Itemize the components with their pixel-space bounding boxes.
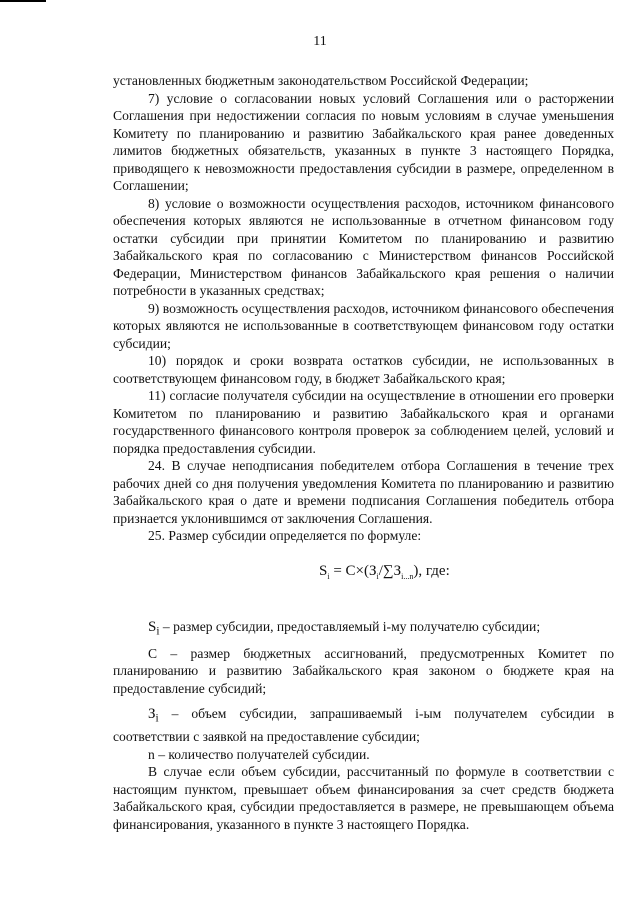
paragraph-clause-24: 24. В случае неподписания победителем отбора Соглашения в течение трех рабочих дней со дня получения уведомления Комитета по планированию и развитию Забайкальского края о дате и времени подписания Соглашения победитель отбора признается уклонившимся от заключения Соглашения.: [113, 458, 614, 526]
page-number: 11: [313, 34, 327, 49]
scan-corner-mark: [0, 0, 46, 2]
paragraph-item-11: 11) согласие получателя субсидии на осуществление в отношении его проверки Комитетом по планированию и развитию Забайкальского края и органами государственного финансового контроля проверок за соблюдением целей, условий и порядка предоставления субсидии.: [113, 388, 614, 456]
paragraph-continuation: установленных бюджетным законодательством Российской Федерации;: [113, 73, 529, 88]
definition-si: $S_i$ – размер субсидии, предоставляемый i-му получателю субсидии;: [148, 618, 541, 638]
document-body: [113, 72, 614, 833]
paragraph-item-9: 9) возможность осуществления расходов, источником финансового обеспечения которых являются не использованные в соответствующем финансовом году остатки субсидии;: [113, 300, 614, 351]
closing-paragraph: В случае если объем субсидии, рассчитанный по формуле в соответствии с настоящим пунктом, превышает объем финансирования за счет средств бюджета Забайкальского края, субсидии предоставляется в размере, не превышающем объема финансирования, указанного в пункте 3 настоящего Порядка.: [113, 764, 614, 832]
paragraph-item-8: 8) условие о возможности осуществления расходов, источником финансового обеспечения которых являются не использованные в отчетном финансовом году остатки субсидии при принятии Комитетом по планированию и развитию Забайкальского края по согласованию с Министерством финансов Российской Федерации, Министерством финансов Забайкальского края решения о наличии потребности в указанных средствах;: [113, 195, 614, 298]
paragraph-item-7: 7) условие о согласовании новых условий Соглашения или о расторжении Соглашения при недостижении согласия по новым условиям в случае уменьшения Комитету по планированию и развитию Забайкальского края ранее доведенных лимитов бюджетных обязательств, указанных в пункте 3 настоящего Порядка, приводящего к невозможности предоставления субсидии в размере, определенном в Соглашении;: [113, 90, 614, 193]
subsidy-formula: [113, 557, 614, 599]
definition-zi: $З_i$ – объем субсидии, запрашиваемый i-ым получателем субсидии в соответствии с заявкой на предоставление субсидии;: [113, 706, 614, 745]
paragraph-item-10: 10) порядок и сроки возврата остатков субсидии, не использованных в соответствующем финансовом году, в бюджет Забайкальского края;: [113, 353, 614, 386]
definition-c: С – размер бюджетных ассигнований, предусмотренных Комитет по планированию и развитию Забайкальского края законом о бюджете края на предоставление субсидий;: [113, 645, 614, 696]
paragraph-clause-25: 25. Размер субсидии определяется по формуле:: [148, 528, 422, 543]
formula-expression: $S_i = C\times(З_i/\sum З_{i...n})$, где:: [319, 562, 450, 581]
definition-n: n – количество получателей субсидии.: [148, 746, 370, 762]
